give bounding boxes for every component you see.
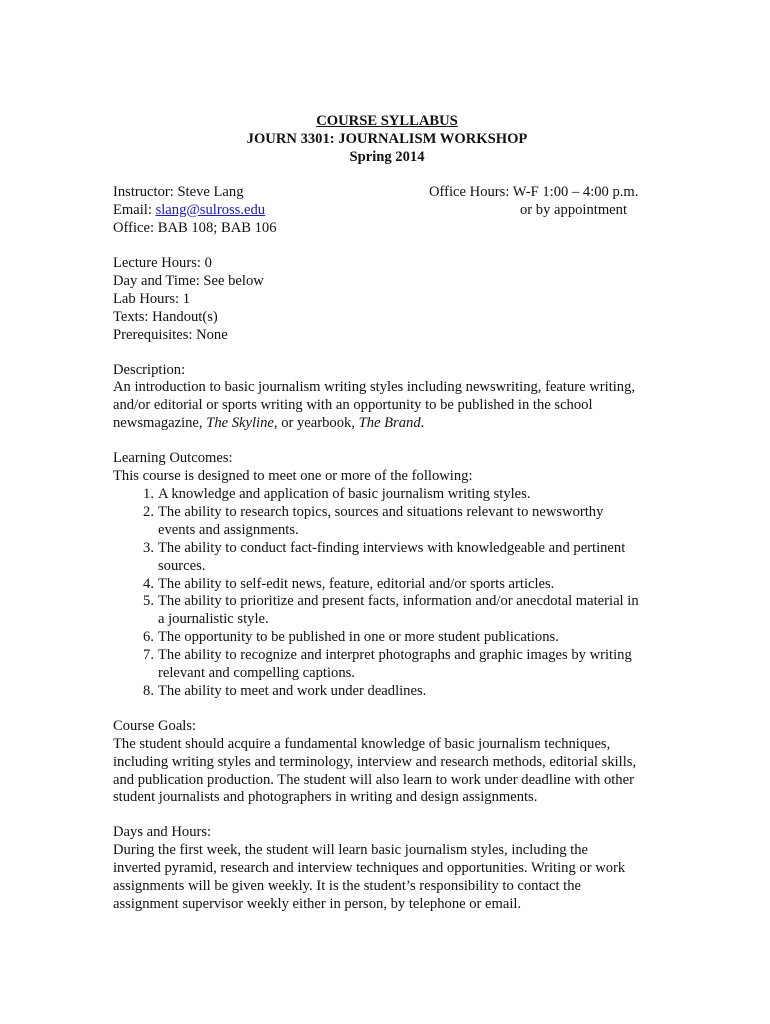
list-item — [113, 593, 661, 629]
list-item — [113, 629, 661, 647]
description-line: and/or editorial or sports writing with an opportunity to be published in the school — [113, 397, 593, 414]
email-line — [113, 202, 403, 220]
days-hours-heading: Days and Hours: — [113, 824, 212, 841]
office-hours-line: Office Hours: W-F 1:00 – 4:00 p.m. — [429, 184, 639, 200]
item-text: The ability to self-edit news, feature, editorial and/or sports articles. — [158, 575, 555, 592]
item-text: The ability to meet and work under deadlines. — [158, 682, 427, 699]
brand-title: The Brand — [358, 415, 421, 432]
course-goals-line: The student should acquire a fundamental knowledge of basic journalism techniques, — [113, 735, 611, 752]
item-text: The ability to conduct fact-finding interviews with knowledgeable and pertinent — [158, 539, 626, 556]
item-number: 8. — [143, 682, 154, 699]
description-line — [113, 415, 661, 433]
item-number: 5. — [143, 593, 154, 610]
email-label: Email: — [113, 201, 156, 218]
item-text: A knowledge and application of basic journalism writing styles. — [158, 485, 531, 502]
outcomes-list — [113, 486, 661, 701]
days-hours-line: assignments will be given weekly. It is the student’s responsibility to contact the — [113, 878, 582, 895]
item-number: 1. — [143, 485, 154, 502]
skyline-title: The Skyline — [206, 415, 274, 432]
item-text: events and assignments. — [158, 521, 299, 538]
item-text: The opportunity to be published in one or more student publications. — [158, 629, 559, 646]
description-text: , or yearbook, — [273, 415, 359, 432]
office-hours-appointment: or by appointment — [520, 201, 628, 218]
days-hours-section — [113, 824, 661, 914]
item-number: 3. — [143, 539, 154, 556]
list-item — [113, 486, 661, 504]
description-line: An introduction to basic journalism writing styles including newswriting, feature writing, — [113, 379, 636, 396]
list-item — [113, 540, 661, 576]
item-number: 4. — [143, 575, 154, 592]
course-goals-heading: Course Goals: — [113, 717, 197, 734]
item-text: The ability to prioritize and present facts, information and/or anecdotal material in — [158, 593, 639, 610]
office-line: Office: BAB 108; BAB 106 — [113, 219, 277, 236]
item-number: 6. — [143, 629, 154, 646]
list-item — [113, 683, 661, 701]
lab-hours: Lab Hours: 1 — [113, 290, 191, 307]
email-link[interactable]: slang@sulross.edu — [155, 201, 266, 218]
list-item — [113, 504, 661, 540]
learning-outcomes-intro: This course is designed to meet one or more of the following: — [113, 468, 473, 485]
day-and-time: Day and Time: See below — [113, 272, 264, 289]
item-text: relevant and compelling captions. — [158, 665, 355, 682]
list-item — [113, 647, 661, 683]
description-text: newsmagazine, — [113, 415, 207, 432]
item-text: a journalistic style. — [158, 611, 269, 628]
days-hours-line: During the first week, the student will learn basic journalism styles, including the — [113, 842, 589, 859]
learning-outcomes-heading: Learning Outcomes: — [113, 450, 233, 467]
texts: Texts: Handout(s) — [113, 308, 218, 325]
item-number: 7. — [143, 647, 154, 664]
course-goals-line: and publication production. The student will also learn to work under deadline with other — [113, 771, 634, 788]
days-hours-line: assignment supervisor weekly either in person, by telephone or email. — [113, 896, 522, 912]
course-info — [113, 255, 661, 345]
course-goals-line: student journalists and photographers in writing and design assignments. — [113, 789, 538, 806]
item-text: The ability to research topics, sources and situations relevant to newsworthy — [158, 503, 604, 520]
description-heading: Description: — [113, 361, 186, 378]
days-hours-line: inverted pyramid, research and interview techniques and opportunities. Writing or work — [113, 860, 626, 877]
instructor-line: Instructor: Steve Lang — [113, 184, 244, 200]
course-goals-line: including writing styles and terminology, interview and research methods, editorial skills, — [113, 753, 637, 770]
term: Spring 2014 — [349, 149, 425, 165]
item-text: The ability to recognize and interpret photographs and graphic images by writing — [158, 647, 632, 664]
instructor-info — [113, 184, 661, 238]
description-text: . — [420, 415, 425, 432]
instructor-details — [113, 184, 403, 238]
course-goals-section — [113, 718, 661, 808]
item-text: sources. — [158, 557, 206, 574]
course-title: JOURN 3301: JOURNALISM WORKSHOP — [246, 131, 528, 147]
description-section — [113, 362, 661, 434]
document-title: COURSE SYLLABUS — [316, 113, 458, 129]
office-hours — [429, 184, 669, 220]
list-item — [113, 576, 661, 594]
syllabus-content — [113, 112, 661, 914]
lecture-hours: Lecture Hours: 0 — [113, 255, 212, 271]
title-block — [113, 112, 661, 166]
prerequisites: Prerequisites: None — [113, 326, 228, 343]
item-number: 2. — [143, 503, 154, 520]
learning-outcomes-section — [113, 450, 661, 701]
